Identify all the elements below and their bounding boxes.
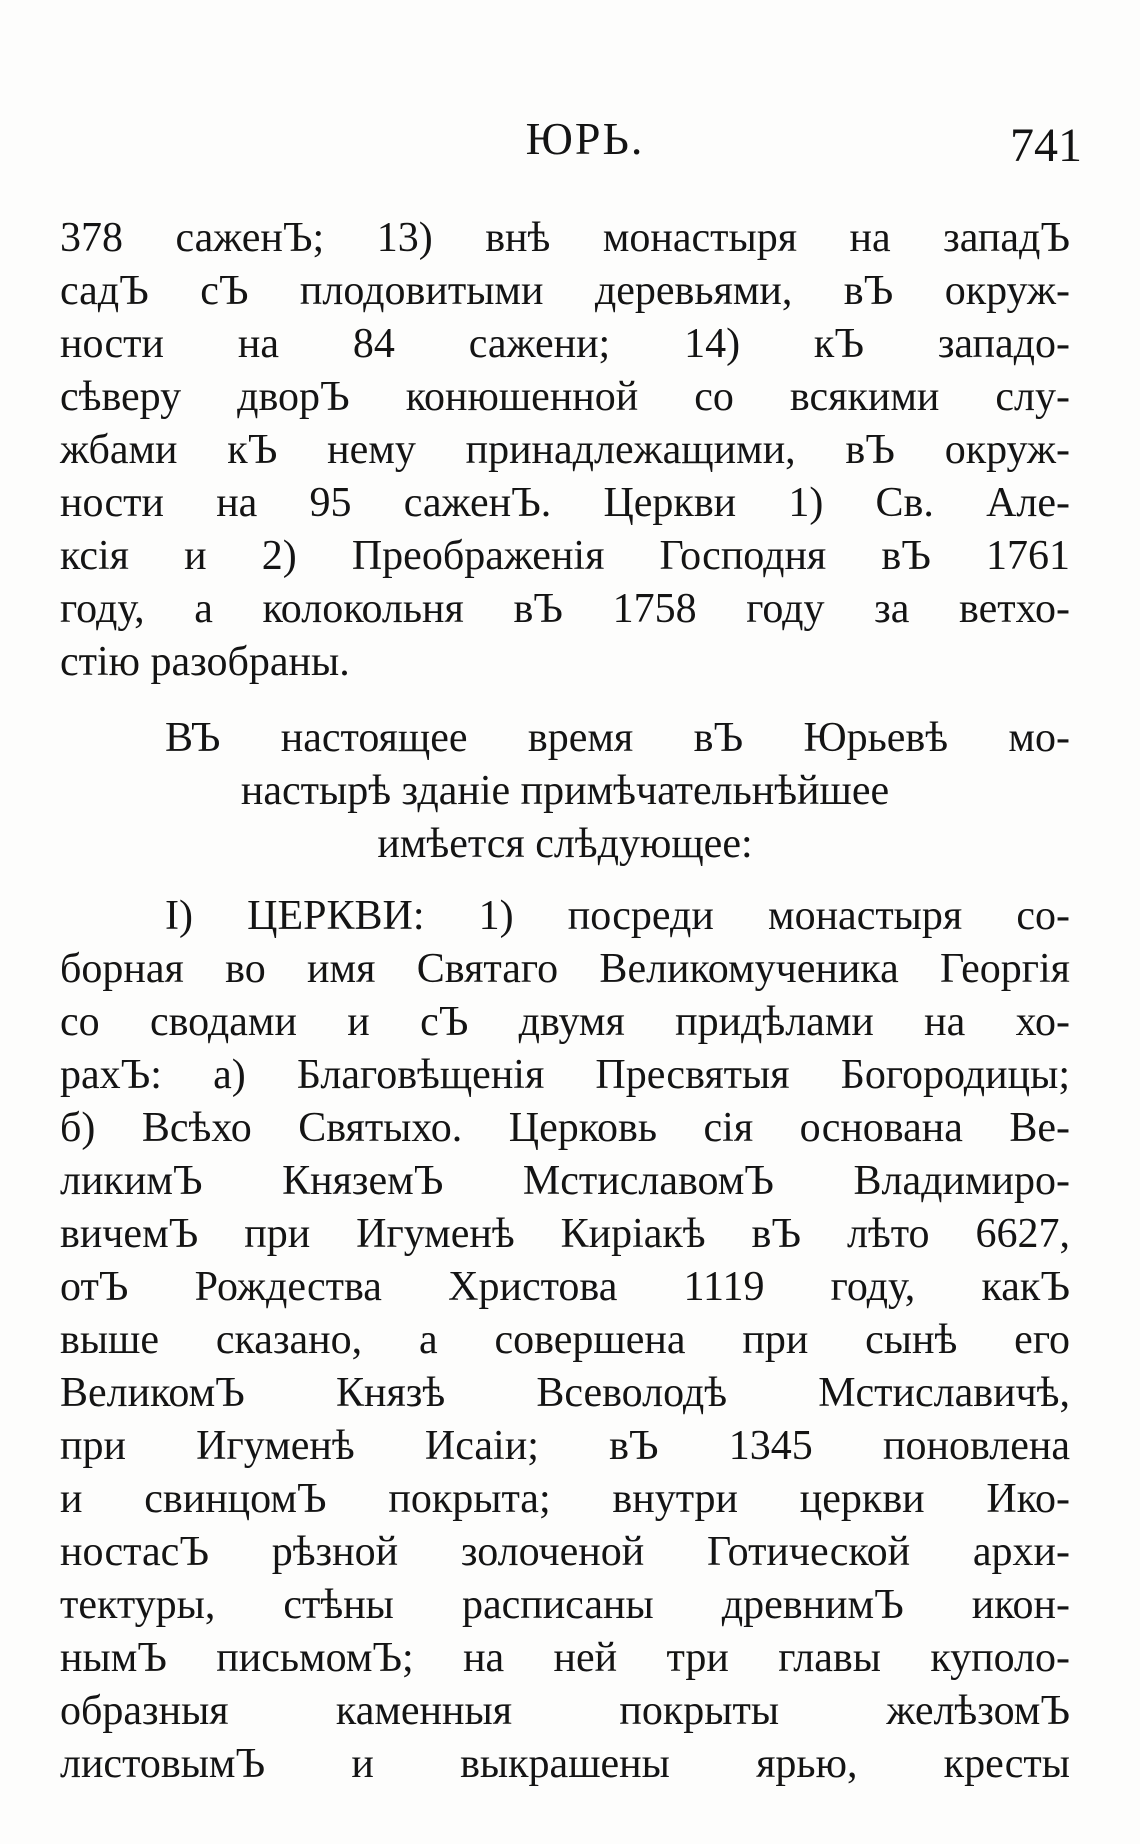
text-line: при Игуменѣ Исаіи; вЪ 1345 поновлена	[60, 1423, 1070, 1469]
text-line: жбами кЪ нему принадлежащими, вЪ окруж-	[60, 427, 1070, 473]
text-line: ВЪ настоящее время вЪ Юрьевѣ мо-	[165, 715, 1070, 761]
text-line: 378 саженЪ; 13) внѣ монастыря на западЪ	[60, 215, 1070, 261]
text-line: образныя каменныя покрыты желѣзомЪ	[60, 1688, 1070, 1734]
text-line: со сводами и сЪ двумя придѣлами на хо-	[60, 999, 1070, 1045]
paragraph-2	[60, 712, 1070, 871]
running-header: ЮРЬ.	[525, 113, 645, 164]
text-line: борная во имя Святаго Великомученика Георгія	[60, 946, 1070, 992]
text-line: ности на 95 саженЪ. Церкви 1) Св. Але-	[60, 480, 1070, 526]
text-line: ликимЪ КняземЪ МстиславомЪ Владимиро-	[60, 1158, 1070, 1204]
paragraph-1	[60, 212, 1070, 689]
text-line: стію разобраны.	[60, 639, 350, 685]
text-line: листовымЪ и выкрашены ярью, кресты	[60, 1741, 1070, 1787]
text-line: отЪ Рождества Христова 1119 году, какЪ	[60, 1264, 1070, 1310]
text-line: б) Всѣхо Святыхо. Церковь сія основана Ве-	[60, 1105, 1070, 1151]
text-line: выше сказано, а совершена при сынѣ его	[60, 1317, 1070, 1363]
text-line: ВеликомЪ Князѣ Всеволодѣ Мстиславичѣ,	[60, 1370, 1070, 1416]
text-line: сѣверу дворЪ конюшенной со всякими слу-	[60, 374, 1070, 420]
text-line: тектуры, стѣны расписаны древнимЪ икон-	[60, 1582, 1070, 1628]
text-line: ности на 84 сажени; 14) кЪ западо-	[60, 321, 1070, 367]
text-line: вичемЪ при Игуменѣ Киріакѣ вЪ лѣто 6627,	[60, 1211, 1070, 1257]
text-line: ностасЪ рѣзной золоченой Готической архи-	[60, 1529, 1070, 1575]
text-line: году, а колокольня вЪ 1758 году за ветхо-	[60, 586, 1070, 632]
text-line: и свинцомЪ покрыта; внутри церкви Ико-	[60, 1476, 1070, 1522]
text-line: настырѣ зданіе примѣчательнѣйшее	[240, 768, 890, 814]
text-line: нымЪ письмомЪ; на ней три главы куполо-	[60, 1635, 1070, 1681]
text-line: садЪ сЪ плодовитыми деревьями, вЪ окруж-	[60, 268, 1070, 314]
paragraph-3	[60, 890, 1070, 1791]
text-line: ксія и 2) Преображенія Господня вЪ 1761	[60, 533, 1070, 579]
text-line: I) ЦЕРКВИ: 1) посреди монастыря со-	[165, 893, 1070, 939]
text-line: имѣется слѣдующее:	[377, 821, 753, 867]
text-line: рахЪ: а) Благовѣщенія Пресвятыя Богородицы;	[60, 1052, 1070, 1098]
page-number: 741	[1010, 119, 1082, 172]
